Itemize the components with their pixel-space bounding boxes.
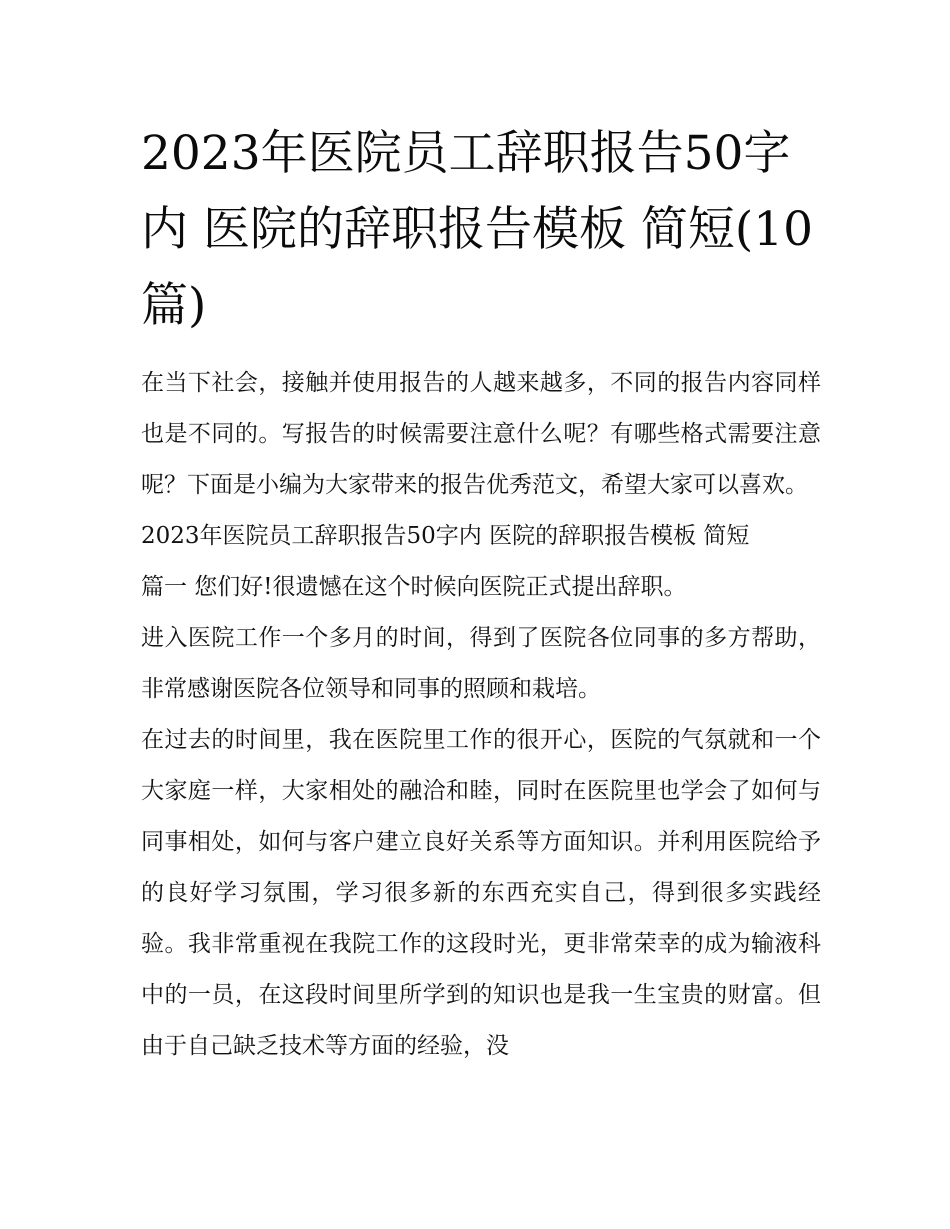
subtitle-paragraph: 2023年医院员工辞职报告50字内 医院的辞职报告模板 简短 [141, 523, 750, 549]
chapter-one-opening: 篇一 您们好!很遗憾在这个时候向医院正式提出辞职。 [141, 574, 687, 600]
document-title: 2023年医院员工辞职报告50字内 医院的辞职报告模板 简短(10篇) [141, 126, 814, 333]
document-body [141, 116, 821, 1072]
body-paragraph: 进入医院工作一个多月的时间，得到了医院各位同事的多方帮助，非常感谢医院各位领导和同事的照顾和栽培。 [141, 625, 821, 702]
body-paragraph: 在过去的时间里，我在医院里工作的很开心，医院的气氛就和一个大家庭一样，大家相处的融洽和睦，同时在医院里也学会了如何与同事相处，如何与客户建立良好关系等方面知识。并利用医院给予的良好学习氛围，学习很多新的东西充实自己，得到很多实践经验。我非常重视在我院工作的这段时光，更非常荣幸的成为输液科中的一员，在这段时间里所学到的知识也是我一生宝贵的财富。但由于自己缺乏技术等方面的经验，没 [141, 727, 821, 1059]
intro-paragraph: 在当下社会，接触并使用报告的人越来越多，不同的报告内容同样也是不同的。写报告的时候需要注意什么呢？有哪些格式需要注意呢？下面是小编为大家带来的报告优秀范文，希望大家可以喜欢。 [141, 370, 821, 498]
